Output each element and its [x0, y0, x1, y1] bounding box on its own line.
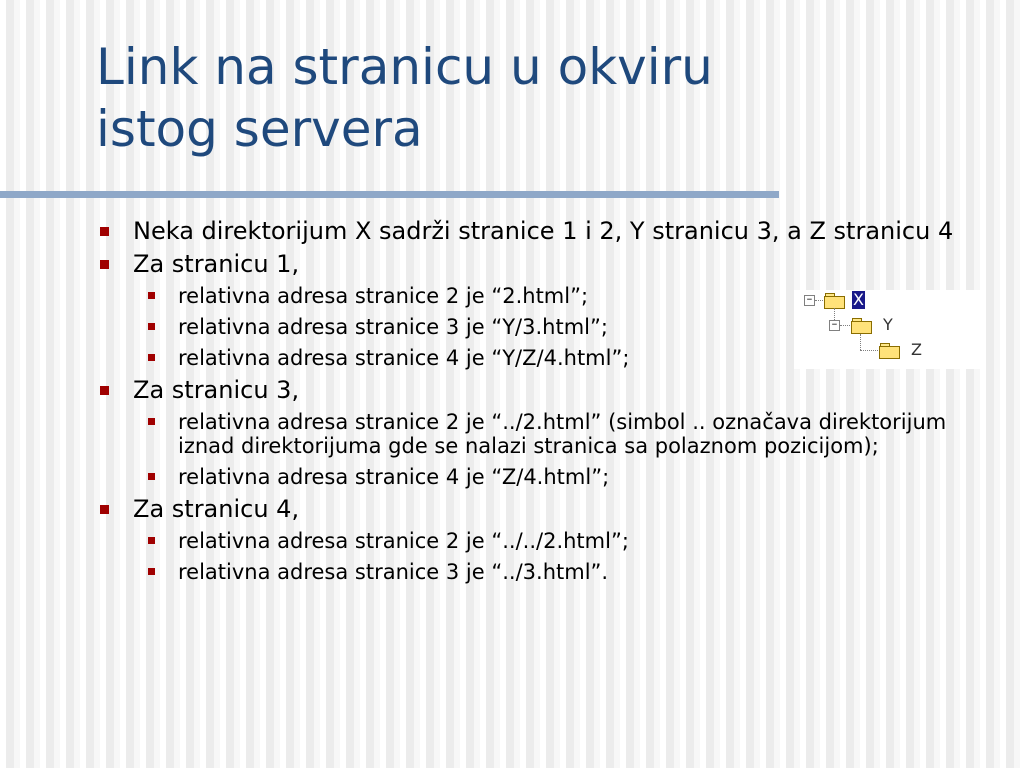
- folder-icon: [879, 343, 899, 358]
- slide-title-line2: istog servera: [96, 100, 423, 158]
- folder-icon: [851, 318, 871, 333]
- sub-list-item-text: relativna adresa stranice 2 je “2.html”;: [178, 284, 589, 308]
- bullet-list: [98, 218, 998, 591]
- title-divider: [0, 191, 779, 198]
- square-bullet-icon: [148, 537, 155, 544]
- list-item-text: Za stranicu 1,: [133, 250, 300, 278]
- list-item-text: Za stranicu 3,: [133, 376, 300, 404]
- folder-open-icon: [824, 293, 844, 308]
- square-bullet-icon: [100, 386, 109, 395]
- list-item: [98, 496, 998, 522]
- square-bullet-icon: [100, 227, 109, 236]
- collapse-icon: −: [804, 295, 815, 306]
- list-item-text: Za stranicu 4,: [133, 495, 300, 523]
- square-bullet-icon: [148, 568, 155, 575]
- collapse-icon: −: [829, 320, 840, 331]
- sub-list-item-text: relativna adresa stranice 4 je “Z/4.html”;: [178, 465, 610, 489]
- list-item: [98, 218, 998, 244]
- sub-list-item-text: relativna adresa stranice 3 je “../3.html”.: [178, 560, 609, 584]
- square-bullet-icon: [148, 473, 155, 480]
- directory-tree-image: [794, 290, 982, 369]
- slide-title-line1: Link na stranicu u okviru: [96, 38, 713, 96]
- tree-label-z: Z: [911, 340, 922, 359]
- square-bullet-icon: [100, 260, 109, 269]
- square-bullet-icon: [100, 505, 109, 514]
- list-item: [98, 251, 998, 277]
- sub-list-item-text: relativna adresa stranice 2 je “../2.html” (simbol .. označava direktorijum iznad direktorijuma gde se nalazi stranica sa polaznom pozicijom);: [178, 410, 947, 458]
- square-bullet-icon: [148, 418, 155, 425]
- square-bullet-icon: [148, 292, 155, 299]
- sub-list-item: [97, 410, 998, 458]
- list-item-text: Neka direktorijum X sadrži stranice 1 i 2, Y stranicu 3, a Z stranicu 4: [133, 217, 954, 245]
- list-item: [98, 377, 998, 403]
- sub-list-item: [97, 465, 998, 489]
- slide-title: [96, 36, 976, 160]
- sub-list-item-text: relativna adresa stranice 4 je “Y/Z/4.html”;: [178, 346, 630, 370]
- tree-label-y: Y: [883, 315, 893, 334]
- sub-list-item-text: relativna adresa stranice 3 je “Y/3.html”;: [178, 315, 608, 339]
- tree-label-x: X: [853, 290, 864, 309]
- sub-list-item-text: relativna adresa stranice 2 je “../../2.html”;: [178, 529, 629, 553]
- square-bullet-icon: [148, 354, 155, 361]
- sub-list-item: [97, 529, 998, 553]
- square-bullet-icon: [148, 323, 155, 330]
- sub-list-item: [97, 560, 998, 584]
